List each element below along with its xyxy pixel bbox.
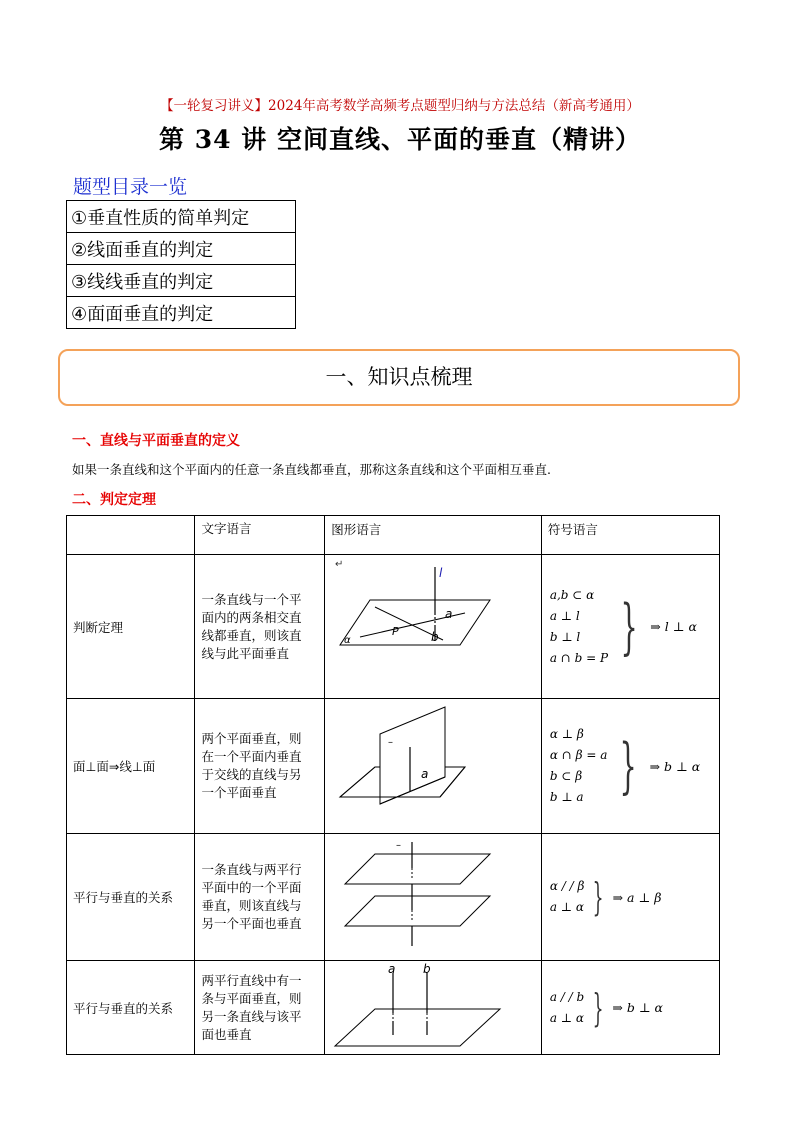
definition-text: 如果一条直线和这个平面内的任意一条直线都垂直，那称这条直线和这个平面相互垂直. [72,462,551,477]
premise: α ⊥ β [549,727,584,741]
parallel-lines-plane-diagram [325,961,530,1054]
plane-perpendicular-line-diagram [325,555,530,698]
label-b: b [423,962,431,976]
text-line: 一条直线与一个平 [201,591,302,607]
premise: α ∩ β = a [549,748,608,762]
header-cell: 图形语言 [325,516,542,555]
theorem-text [195,961,325,1055]
mark-dash: – [388,737,394,748]
section-heading-definition: 一、直线与平面垂直的定义 [72,433,240,449]
premise: a ⊥ α [549,1010,584,1025]
conclusion: ⇒ l ⊥ α [650,619,697,634]
text-line: 垂直，则该直线与 [201,898,302,913]
theorem-figure [325,834,542,961]
right-brace: } [620,591,638,662]
label-b: b [431,630,439,644]
premise: a ⊥ l [549,608,580,623]
premise: b ⊥ a [549,790,584,804]
text-line: 面内的两条相交直 [201,609,302,625]
text-line: 在一个平面内垂直 [201,749,302,764]
theorem-figure [325,555,542,699]
premise: a / / b [549,989,585,1004]
text-line: 两平行直线中有一 [201,972,302,988]
conclusion: ⇒ b ⊥ α [649,758,701,774]
theorem-table [66,515,720,1055]
paragraph-mark: ↵ [335,559,344,570]
text-line: 面也垂直 [201,1026,252,1042]
label-P: P [392,625,399,638]
conclusion: ⇒ b ⊥ α [612,1000,663,1015]
document-subtitle: 【一轮复习讲义】2024年高考数学高频考点题型归纳与方法总结（新高考通用） [160,98,640,114]
theorem-text [195,699,325,834]
page-title: 第 34 讲 空间直线、平面的垂直（精讲） [159,125,641,154]
theorem-figure [325,699,542,834]
right-brace: } [619,731,638,801]
section-banner: 一、知识点梳理 [58,349,740,406]
label-l: l [439,566,443,580]
toc-item: ②线面垂直的判定 [67,233,296,265]
table-row [67,834,720,961]
right-brace: } [592,985,604,1030]
premise: a ∩ b = P [549,650,609,665]
theorem-symbols [541,961,719,1055]
theorem-figure [325,961,542,1055]
header-cell [67,516,195,555]
parallel-planes-diagram [325,834,530,960]
premise: b ⊂ β [549,769,583,783]
right-brace: } [593,875,604,919]
table-row [67,699,720,834]
text-line: 一个平面垂直 [201,785,277,800]
header-cell: 文字语言 [195,516,325,555]
theorem-name: 平行与垂直的关系 [67,834,195,961]
text-line: 另一个平面也垂直 [201,916,302,931]
theorem-symbols [541,555,719,699]
text-line: 条与平面垂直，则 [201,990,302,1006]
theorem-symbols [541,834,719,961]
text-line: 两个平面垂直，则 [201,731,302,746]
toc-table [66,200,296,329]
text-line: 一条直线与两平行 [201,862,302,877]
table-header-row [67,516,720,555]
premise: a ⊥ α [549,900,584,914]
label-a: a [421,767,429,781]
theorem-text [195,834,325,961]
label-a: a [445,607,453,621]
text-line: 另一条直线与该平 [201,1008,302,1024]
conclusion: ⇒ a ⊥ β [612,889,662,905]
theorem-name: 平行与垂直的关系 [67,961,195,1055]
text-line: 线与此平面垂直 [201,645,289,661]
theorem-symbols [541,699,719,834]
mark-dash: – [396,840,402,851]
table-row [67,555,720,699]
label-a: a [388,962,396,976]
table-row [67,961,720,1055]
text-line: 平面中的一个平面 [201,880,302,895]
text-line: 于交线的直线与另 [201,767,302,782]
premise: α / / β [549,879,585,893]
text-line: 线都垂直，则该直 [201,627,302,643]
toc-item: ①垂直性质的简单判定 [67,201,296,233]
toc-item: ③线线垂直的判定 [67,265,296,297]
theorem-text [195,555,325,699]
toc-heading: 题型目录一览 [73,176,188,198]
label-alpha: α [344,635,351,646]
premise: a,b ⊂ α [549,587,595,602]
perpendicular-planes-diagram [325,699,530,833]
theorem-name: 判断定理 [67,555,195,699]
premise: b ⊥ l [549,629,581,644]
section-heading-theorems: 二、判定定理 [72,492,156,508]
header-cell: 符号语言 [541,516,719,555]
theorem-name: 面⊥面⇒线⊥面 [67,699,195,834]
toc-item: ④面面垂直的判定 [67,297,296,329]
